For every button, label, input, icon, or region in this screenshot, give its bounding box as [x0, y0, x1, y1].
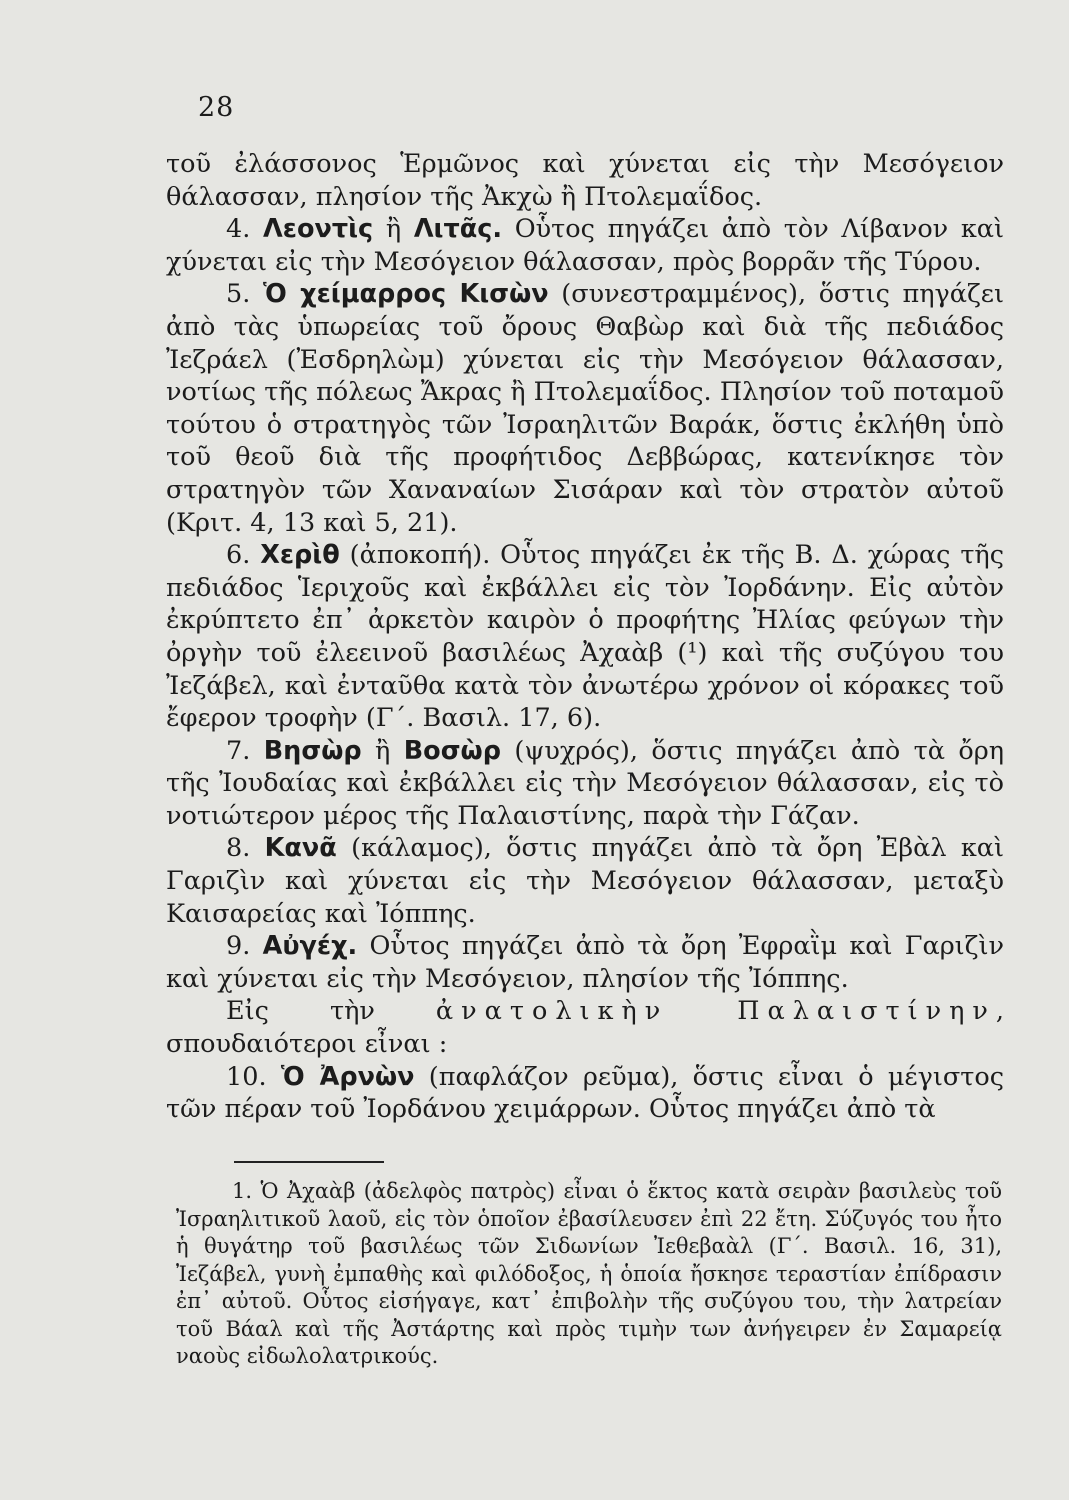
paragraph [166, 1061, 1004, 1126]
paragraph [166, 278, 1004, 539]
text-run: 9. [226, 931, 263, 962]
text-run: ἢ [361, 735, 404, 766]
body-text [166, 148, 1004, 1126]
river-name: Χερὶθ [260, 540, 340, 571]
river-name: Λιτᾶς. [413, 214, 503, 245]
text-run: 5. [226, 279, 263, 310]
text-run: (ἀποκοπή). Οὗτος πηγάζει ἐκ τῆς Β. Δ. χώρας τῆς πεδιάδος Ἱεριχοῦς καὶ ἐκβάλλει εἰς τὸν Ἰορδάνην. Εἰς αὐτὸν ἐκρύπτετο ἐπ᾿ ἀρκετὸν καιρὸν ὁ προφήτης Ἠλίας φεύγων τὴν ὀργὴν τοῦ ἐλεεινοῦ βασιλέως Ἀχαὰβ (¹) καὶ τῆς συζύγου του Ἰεζάβελ, καὶ ἐνταῦθα κατὰ τὸν ἀνωτέρω χρόνον οἱ κόρακες τοῦ ἔφερον τροφὴν (Γ΄. Βασιλ. 17, 6). [166, 540, 1004, 734]
footnote: 1. Ὁ Ἀχαὰβ (ἀδελφὸς πατρὸς) εἶναι ὁ ἕκτος κατὰ σειρὰν βασιλεὺς τοῦ Ἰσραηλιτικοῦ λαοῦ, εἰς τὸν ὁποῖον ἐβασίλευσεν ἐπὶ 22 ἔτη. Σύζυγός του ἦτο ἡ θυγάτηρ τοῦ βασιλέως τῶν Σιδωνίων Ἰεθεβαὰλ (Γ΄. Βασιλ. 16, 31), Ἰεζάβελ, γυνὴ ἐμπαθὴς καὶ φιλόδοξος, ἡ ὁποία ἤσκησε τεραστίαν ἐπίδρασιν ἐπ᾿ αὐτοῦ. Οὗτος εἰσήγαγε, κατ᾿ ἐπιβολὴν τῆς συζύγου του, τὴν λατρείαν τοῦ Βάαλ καὶ τῆς Ἀστάρτης καὶ πρὸς τιμὴν των ἀνήγειρεν ἐν Σαμαρείᾳ ναοὺς εἰδωλολατρικούς. [176, 1179, 1002, 1368]
text-run: 6. [226, 540, 261, 571]
text-run: Οὗτος πηγάζει ἀπὸ τὸν Λίβανον καὶ χύνεται εἰς τὴν Μεσόγειον θάλασσαν, πρὸς βορρᾶν τῆς Τύρου. [166, 214, 1004, 277]
paragraph [166, 930, 1004, 995]
text-run: 10. [226, 1061, 281, 1092]
river-name: Ὁ Ἀρνὼν [280, 1061, 415, 1092]
text-run: Οὗτος πηγάζει ἀπὸ τὰ ὄρη Ἐφραῒμ καὶ Γαριζὶν καὶ χύνεται εἰς τὴν Μεσόγειον, πλησίον τῆς Ἰόππης. [166, 931, 1004, 994]
paragraph [166, 148, 1004, 213]
paragraph [166, 832, 1004, 930]
text-run: τοῦ ἐλάσσονος Ἑρμῶνος καὶ χύνεται εἰς τὴν Μεσόγειον θάλασσαν, πλησίον τῆς Ἀκχὼ ἢ Πτολεμαΐδος. [166, 149, 1004, 212]
paragraph [166, 735, 1004, 833]
text-run: (ψυχρός), ὅστις πηγάζει ἀπὸ τὰ ὄρη τῆς Ἰουδαίας καὶ ἐκβάλλει εἰς τὴν Μεσόγειον θάλασσαν, εἰς τὸ νοτιώτερον μέρος τῆς Παλαιστίνης, παρὰ τὴν Γάζαν. [166, 735, 1004, 831]
page-number: 28 [198, 92, 235, 123]
text-run: , σπουδαιότεροι εἶναι : [166, 996, 1005, 1060]
paragraph [166, 213, 1004, 278]
spaced-emphasis: ἀνατολικὴν Παλαιστίνην [435, 996, 996, 1027]
paragraph [166, 539, 1004, 735]
text-run: ἢ [373, 214, 414, 245]
text-run: (κάλαμος), ὅστις πηγάζει ἀπὸ τὰ ὄρη Ἐβὰλ καὶ Γαριζὶν καὶ χύνεται εἰς τὴν Μεσόγειον θάλασσαν, μεταξὺ Καισαρείας καὶ Ἰόππης. [166, 833, 1005, 929]
river-name: Ὁ χείμαρρος Κισὼν [262, 279, 549, 310]
river-name: Βοσὼρ [403, 735, 501, 766]
river-name: Κανᾶ [264, 833, 337, 864]
river-name: Βησὼρ [263, 735, 362, 766]
text-run: 4. [226, 214, 264, 245]
text-run: (συνεστραμμένος), ὅστις πηγάζει ἀπὸ τὰς ὑπωρείας τοῦ ὄρους Θαβὼρ καὶ διὰ τῆς πεδιάδος Ἰεζράελ (Ἐσδρηλὼμ) χύνεται εἰς τὴν Μεσόγειον θάλασσαν, νοτίως τῆς πόλεως Ἄκρας ἢ Πτολεμαΐδος. Πλησίον τοῦ ποταμοῦ τούτου ὁ στρατηγὸς τῶν Ἰσραηλιτῶν Βαράκ, ὅστις ἐκλήθη ὑπὸ τοῦ θεοῦ διὰ τῆς προφήτιδος Δεββώρας, κατενίκησε τὸν στρατηγὸν τῶν Χαναναίων Σισάραν καὶ τὸν στρατὸν αὐτοῦ (Κριτ. 4, 13 καὶ 5, 21). [166, 279, 1004, 538]
text-run: 8. [226, 833, 265, 864]
footnote-rule [234, 1161, 384, 1163]
river-name: Αὐγέχ. [262, 931, 358, 962]
text-run: 7. [226, 735, 264, 766]
text-run: (παφλάζον ρεῦμα), ὅστις εἶναι ὁ μέγιστος τῶν πέραν τοῦ Ἰορδάνου χειμάρρων. Οὗτος πηγάζει ἀπὸ τὰ [166, 1061, 1005, 1125]
text-run: Εἰς τὴν [226, 996, 436, 1027]
paragraph [166, 995, 1004, 1060]
river-name: Λεοντὶς [263, 214, 374, 245]
